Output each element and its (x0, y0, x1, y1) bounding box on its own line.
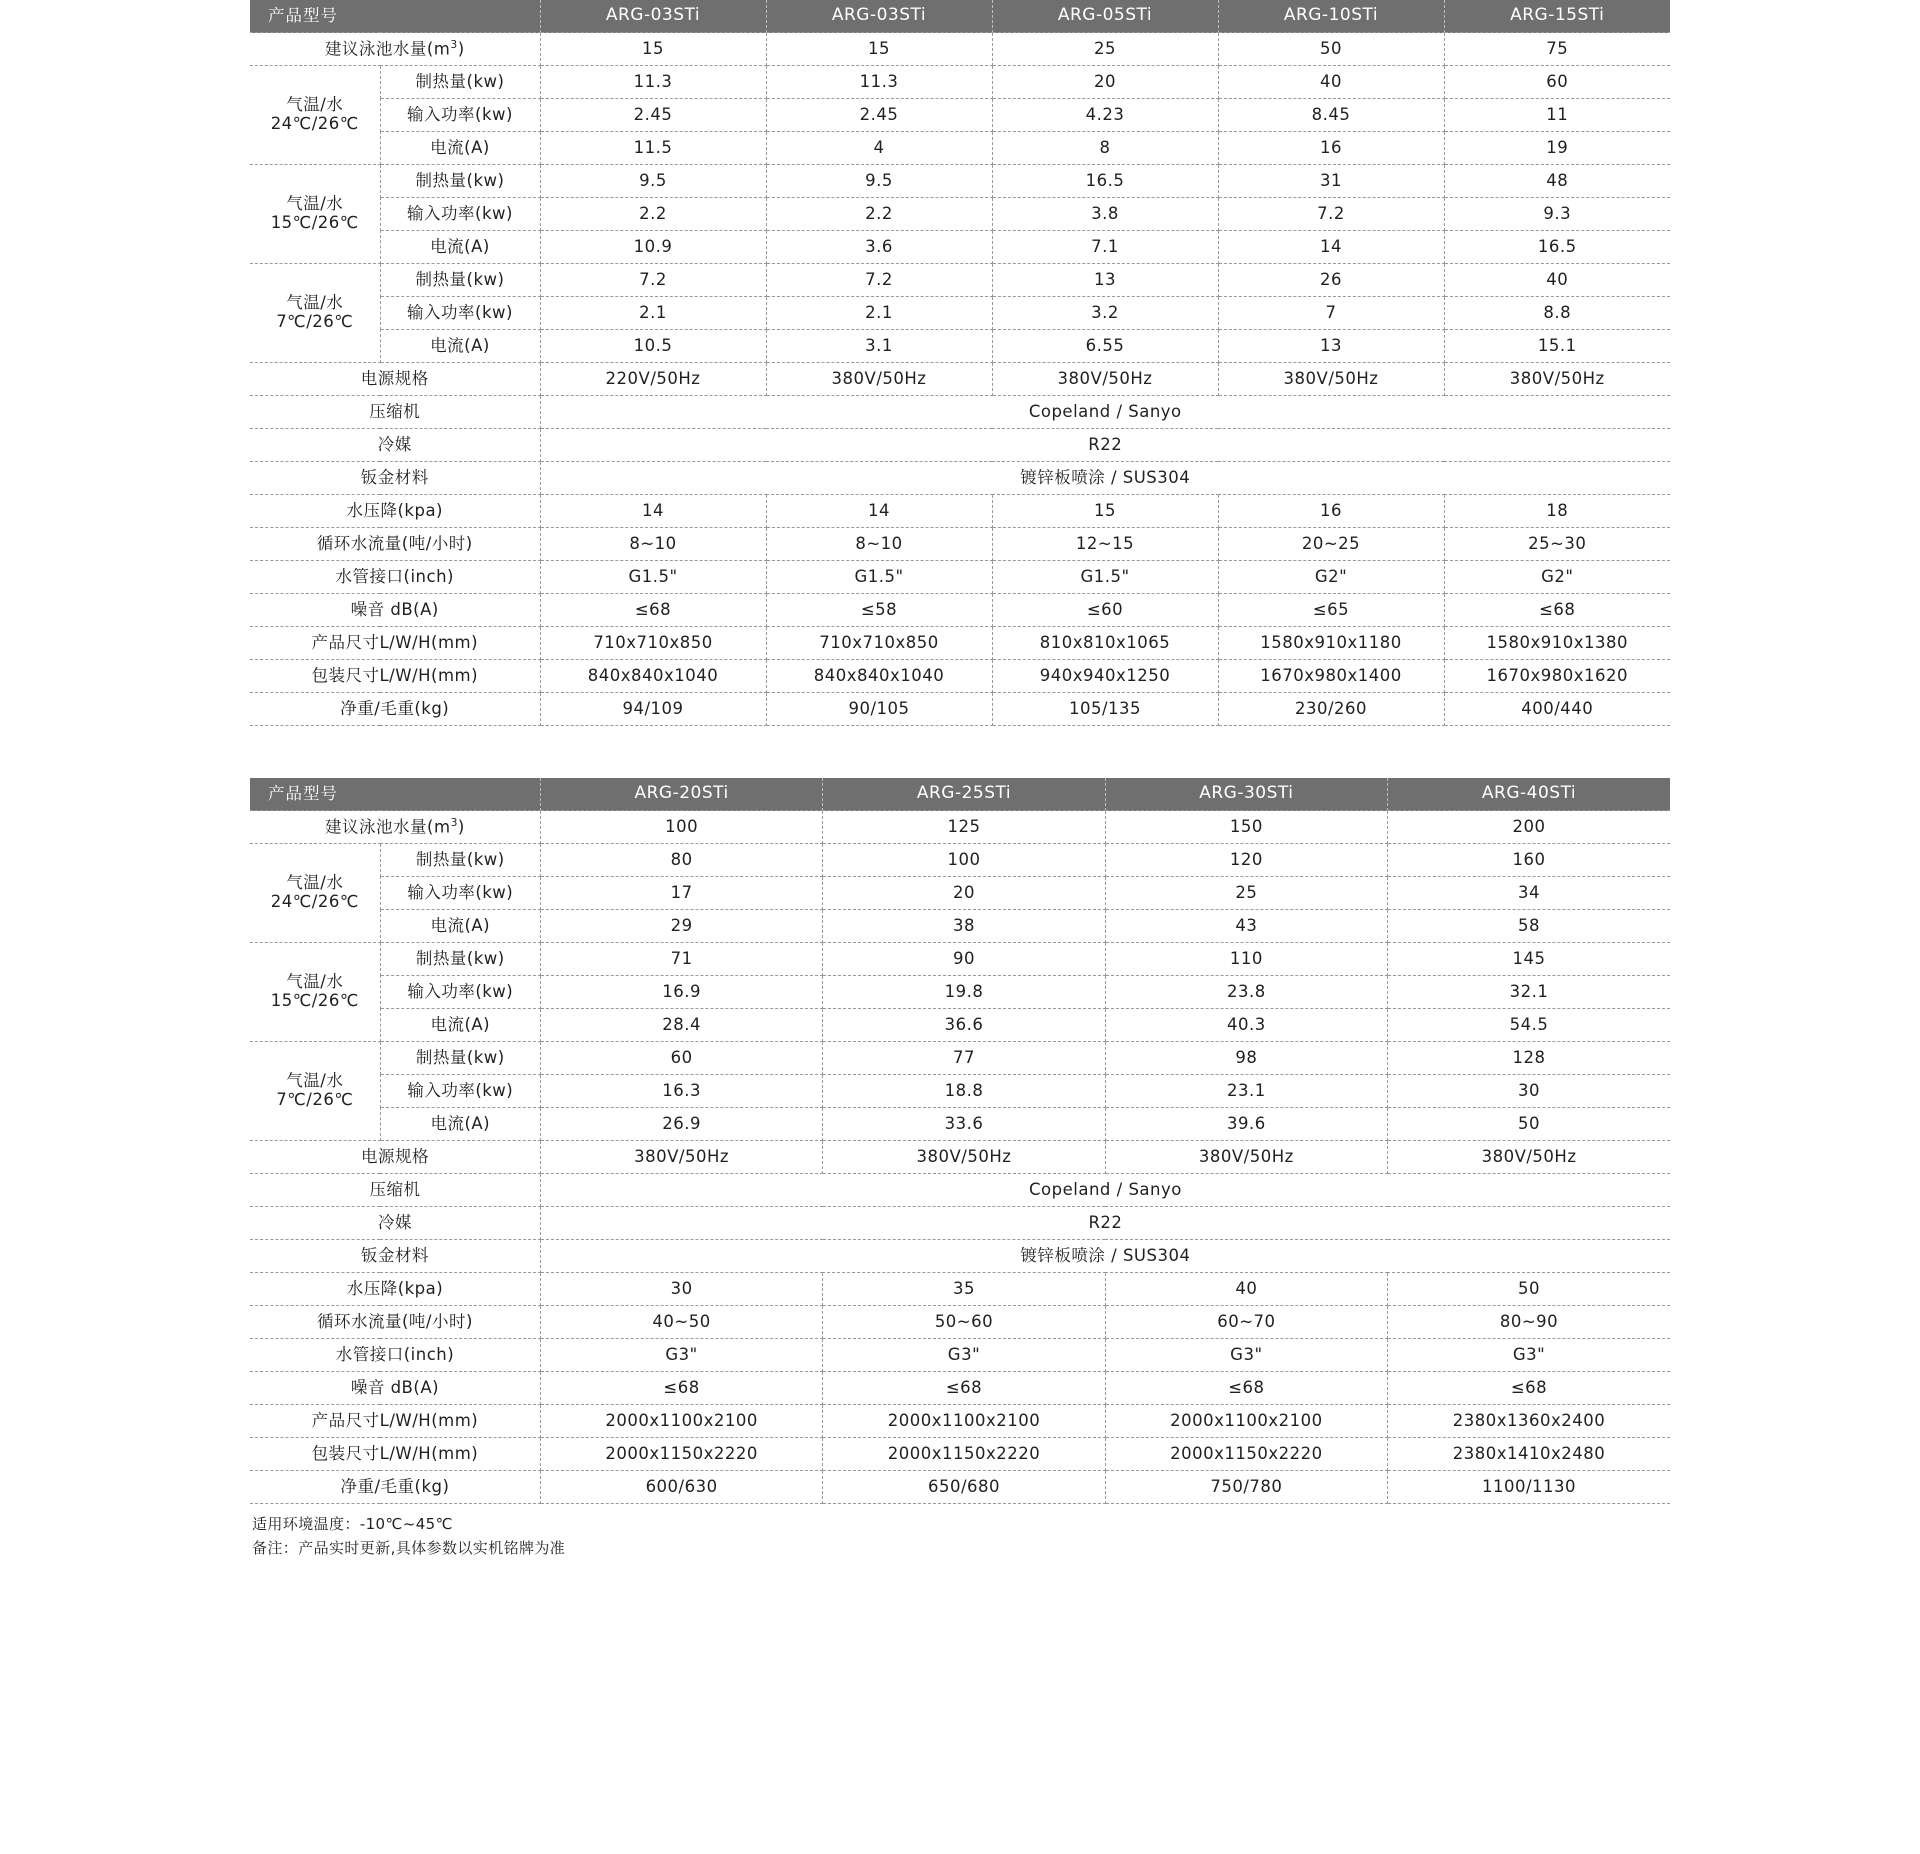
row-label: 水管接口(inch) (250, 561, 540, 594)
row-value: 4.23 (992, 99, 1218, 132)
row-value-merged: R22 (540, 429, 1670, 462)
row-sub-label: 输入功率(kw) (380, 976, 540, 1009)
row-value: 25 (992, 33, 1218, 66)
row-value: 810x810x1065 (992, 627, 1218, 660)
row-value: 11.3 (540, 66, 766, 99)
row-value: 71 (540, 943, 822, 976)
row-value: 50~60 (823, 1306, 1105, 1339)
row-value: 940x940x1250 (992, 660, 1218, 693)
row-value: 40 (1218, 66, 1444, 99)
row-value: 2.45 (766, 99, 992, 132)
table-row (250, 1471, 1670, 1504)
row-value: 94/109 (540, 693, 766, 726)
table-row (250, 396, 1670, 429)
row-value: 16 (1218, 132, 1444, 165)
row-sub-label: 制热量(kw) (380, 844, 540, 877)
row-sub-label: 输入功率(kw) (380, 1075, 540, 1108)
row-group-label: 气温/水 15℃/26℃ (250, 165, 380, 264)
row-value: 1580x910x1380 (1444, 627, 1670, 660)
row-label: 水压降(kpa) (250, 495, 540, 528)
row-value: 2000x1100x2100 (1105, 1405, 1387, 1438)
row-label: 电源规格 (250, 363, 540, 396)
spec-table-1-wrap (250, 0, 1670, 726)
table-row (250, 910, 1670, 943)
row-value: 2.2 (540, 198, 766, 231)
row-value: 26 (1218, 264, 1444, 297)
table-row (250, 198, 1670, 231)
row-label: 压缩机 (250, 396, 540, 429)
spec-table-2-wrap (250, 778, 1670, 1504)
row-value: 35 (823, 1273, 1105, 1306)
row-group-label: 气温/水 24℃/26℃ (250, 844, 380, 943)
row-value: 2.45 (540, 99, 766, 132)
row-value: 13 (1218, 330, 1444, 363)
header-label: 产品型号 (250, 778, 540, 811)
row-label: 循环水流量(吨/小时) (250, 1306, 540, 1339)
row-label: 产品尺寸L/W/H(mm) (250, 627, 540, 660)
row-value: 15 (540, 33, 766, 66)
table-row (250, 429, 1670, 462)
row-value: 1670x980x1620 (1444, 660, 1670, 693)
row-value: 50 (1388, 1108, 1670, 1141)
footnotes (250, 1512, 1672, 1560)
row-value: 28.4 (540, 1009, 822, 1042)
table-row (250, 66, 1670, 99)
row-value: ≤68 (823, 1372, 1105, 1405)
row-value: 380V/50Hz (1105, 1141, 1387, 1174)
row-sub-label: 电流(A) (380, 1009, 540, 1042)
row-value: 200 (1388, 811, 1670, 844)
row-value: 750/780 (1105, 1471, 1387, 1504)
row-sub-label: 制热量(kw) (380, 943, 540, 976)
row-value: 15.1 (1444, 330, 1670, 363)
row-value: 2000x1100x2100 (540, 1405, 822, 1438)
table-row (250, 33, 1670, 66)
table-row (250, 693, 1670, 726)
row-value-merged: Copeland / Sanyo (540, 396, 1670, 429)
row-value: 105/135 (992, 693, 1218, 726)
row-value: 80~90 (1388, 1306, 1670, 1339)
table-row (250, 132, 1670, 165)
row-value-merged: R22 (540, 1207, 1670, 1240)
row-value: 7 (1218, 297, 1444, 330)
row-value: 8.8 (1444, 297, 1670, 330)
row-value: 30 (540, 1273, 822, 1306)
table-row (250, 99, 1670, 132)
row-value: ≤68 (540, 1372, 822, 1405)
row-value: G3" (1105, 1339, 1387, 1372)
row-label: 水管接口(inch) (250, 1339, 540, 1372)
header-model-5: ARG-15STi (1444, 0, 1670, 33)
row-label: 钣金材料 (250, 462, 540, 495)
table-row (250, 528, 1670, 561)
row-value: 39.6 (1105, 1108, 1387, 1141)
table-row (250, 1009, 1670, 1042)
table-row (250, 1273, 1670, 1306)
row-value: 7.2 (1218, 198, 1444, 231)
row-value: 6.55 (992, 330, 1218, 363)
table-row (250, 811, 1670, 844)
row-value: 32.1 (1388, 976, 1670, 1009)
row-value: 3.8 (992, 198, 1218, 231)
row-value: 380V/50Hz (992, 363, 1218, 396)
table-row (250, 976, 1670, 1009)
table-row (250, 165, 1670, 198)
row-value: 7.1 (992, 231, 1218, 264)
row-value: 380V/50Hz (1444, 363, 1670, 396)
row-label: 噪音 dB(A) (250, 594, 540, 627)
table-row (250, 1042, 1670, 1075)
row-value: 8.45 (1218, 99, 1444, 132)
row-value: 26.9 (540, 1108, 822, 1141)
footnote-line-2: 备注：产品实时更新,具体参数以实机铭牌为准 (252, 1539, 566, 1557)
table-row (250, 1141, 1670, 1174)
row-value: 380V/50Hz (823, 1141, 1105, 1174)
row-value: ≤65 (1218, 594, 1444, 627)
row-value: 43 (1105, 910, 1387, 943)
table-header-row (250, 778, 1670, 811)
row-value: G2" (1218, 561, 1444, 594)
header-label: 产品型号 (250, 0, 540, 33)
row-value: 840x840x1040 (766, 660, 992, 693)
row-label: 冷媒 (250, 1207, 540, 1240)
row-value: 110 (1105, 943, 1387, 976)
table-row (250, 462, 1670, 495)
row-value: 80 (540, 844, 822, 877)
row-value: ≤68 (1388, 1372, 1670, 1405)
header-model-3: ARG-30STi (1105, 778, 1387, 811)
table-row (250, 1075, 1670, 1108)
row-value: 23.1 (1105, 1075, 1387, 1108)
row-value: G3" (1388, 1339, 1670, 1372)
row-value: 98 (1105, 1042, 1387, 1075)
header-model-1: ARG-03STi (540, 0, 766, 33)
row-sub-label: 制热量(kw) (380, 165, 540, 198)
row-value: 15 (766, 33, 992, 66)
row-value: 600/630 (540, 1471, 822, 1504)
row-value-merged: 镀锌板喷涂 / SUS304 (540, 1240, 1670, 1273)
table-row (250, 1108, 1670, 1141)
table-row (250, 943, 1670, 976)
table-row (250, 330, 1670, 363)
row-value: 230/260 (1218, 693, 1444, 726)
row-label: 建议泳池水量$(m^3)$ (250, 811, 540, 844)
row-value: 380V/50Hz (1388, 1141, 1670, 1174)
row-value: 19.8 (823, 976, 1105, 1009)
row-value: 19 (1444, 132, 1670, 165)
row-value: 60~70 (1105, 1306, 1387, 1339)
row-value: 11 (1444, 99, 1670, 132)
row-value: 2000x1150x2220 (540, 1438, 822, 1471)
row-sub-label: 输入功率(kw) (380, 198, 540, 231)
row-value: 1670x980x1400 (1218, 660, 1444, 693)
table-row (250, 1438, 1670, 1471)
row-label: 钣金材料 (250, 1240, 540, 1273)
row-value: 29 (540, 910, 822, 943)
header-model-4: ARG-10STi (1218, 0, 1444, 33)
table-row (250, 877, 1670, 910)
row-value: 14 (1218, 231, 1444, 264)
row-value: 220V/50Hz (540, 363, 766, 396)
table-row (250, 561, 1670, 594)
row-value: 2.2 (766, 198, 992, 231)
table-row (250, 231, 1670, 264)
row-value: 33.6 (823, 1108, 1105, 1141)
row-value: 60 (1444, 66, 1670, 99)
row-value: 40 (1105, 1273, 1387, 1306)
row-value: 9.5 (766, 165, 992, 198)
row-value: 25~30 (1444, 528, 1670, 561)
row-value: 60 (540, 1042, 822, 1075)
table-row (250, 297, 1670, 330)
row-value: 125 (823, 811, 1105, 844)
row-value: 16.9 (540, 976, 822, 1009)
row-value: 9.3 (1444, 198, 1670, 231)
row-value: 25 (1105, 877, 1387, 910)
row-value: 30 (1388, 1075, 1670, 1108)
row-value: 128 (1388, 1042, 1670, 1075)
row-value: 18 (1444, 495, 1670, 528)
row-sub-label: 电流(A) (380, 231, 540, 264)
row-label: 净重/毛重(kg) (250, 1471, 540, 1504)
row-value: 10.5 (540, 330, 766, 363)
row-value: 16.3 (540, 1075, 822, 1108)
row-value: 160 (1388, 844, 1670, 877)
row-value: 380V/50Hz (1218, 363, 1444, 396)
row-value: 16 (1218, 495, 1444, 528)
row-value: 14 (540, 495, 766, 528)
row-sub-label: 电流(A) (380, 1108, 540, 1141)
header-model-2: ARG-03STi (766, 0, 992, 33)
row-value-merged: 镀锌板喷涂 / SUS304 (540, 462, 1670, 495)
row-group-label: 气温/水 7℃/26℃ (250, 264, 380, 363)
row-label: 净重/毛重(kg) (250, 693, 540, 726)
row-sub-label: 输入功率(kw) (380, 297, 540, 330)
row-value: 36.6 (823, 1009, 1105, 1042)
row-value: 2000x1150x2220 (823, 1438, 1105, 1471)
row-value: 3.1 (766, 330, 992, 363)
row-value: 2380x1410x2480 (1388, 1438, 1670, 1471)
row-value: 11.3 (766, 66, 992, 99)
row-sub-label: 电流(A) (380, 910, 540, 943)
row-label: 产品尺寸L/W/H(mm) (250, 1405, 540, 1438)
row-value: 650/680 (823, 1471, 1105, 1504)
footnote-line-1: 适用环境温度：-10℃~45℃ (252, 1515, 453, 1533)
row-value: G3" (540, 1339, 822, 1372)
row-value: 7.2 (540, 264, 766, 297)
row-value: 50 (1388, 1273, 1670, 1306)
row-value: 2000x1150x2220 (1105, 1438, 1387, 1471)
row-label: 冷媒 (250, 429, 540, 462)
row-value: 20 (823, 877, 1105, 910)
header-model-3: ARG-05STi (992, 0, 1218, 33)
table-header-row (250, 0, 1670, 33)
table-row (250, 363, 1670, 396)
row-value: ≤68 (1444, 594, 1670, 627)
row-sub-label: 电流(A) (380, 330, 540, 363)
header-model-4: ARG-40STi (1388, 778, 1670, 811)
row-value: 10.9 (540, 231, 766, 264)
row-value: 3.2 (992, 297, 1218, 330)
row-label: 水压降(kpa) (250, 1273, 540, 1306)
row-group-label: 气温/水 7℃/26℃ (250, 1042, 380, 1141)
row-value: 31 (1218, 165, 1444, 198)
row-sub-label: 制热量(kw) (380, 1042, 540, 1075)
row-value: 40~50 (540, 1306, 822, 1339)
row-value: 710x710x850 (540, 627, 766, 660)
row-value: G1.5" (992, 561, 1218, 594)
row-label: 包装尺寸L/W/H(mm) (250, 660, 540, 693)
row-value: 17 (540, 877, 822, 910)
table-row (250, 1372, 1670, 1405)
spec-table-2 (250, 778, 1670, 1504)
row-value: 48 (1444, 165, 1670, 198)
row-sub-label: 制热量(kw) (380, 66, 540, 99)
table-row (250, 1306, 1670, 1339)
row-group-label: 气温/水 15℃/26℃ (250, 943, 380, 1042)
row-value: 90 (823, 943, 1105, 976)
row-value: 145 (1388, 943, 1670, 976)
row-value: ≤68 (540, 594, 766, 627)
row-sub-label: 输入功率(kw) (380, 877, 540, 910)
row-value: 75 (1444, 33, 1670, 66)
table-row (250, 264, 1670, 297)
row-value: 2.1 (540, 297, 766, 330)
row-value: 8 (992, 132, 1218, 165)
row-value: 20 (992, 66, 1218, 99)
row-value: ≤68 (1105, 1372, 1387, 1405)
table-row (250, 495, 1670, 528)
spec-table-1 (250, 0, 1670, 726)
row-value: 54.5 (1388, 1009, 1670, 1042)
table-row (250, 627, 1670, 660)
row-value: ≤58 (766, 594, 992, 627)
row-value: G2" (1444, 561, 1670, 594)
row-value: 2.1 (766, 297, 992, 330)
row-value: 4 (766, 132, 992, 165)
row-value: 15 (992, 495, 1218, 528)
row-value: G1.5" (766, 561, 992, 594)
row-value: 8~10 (766, 528, 992, 561)
row-value: 40.3 (1105, 1009, 1387, 1042)
row-value: 50 (1218, 33, 1444, 66)
row-value: 840x840x1040 (540, 660, 766, 693)
row-label: 压缩机 (250, 1174, 540, 1207)
row-value: 1100/1130 (1388, 1471, 1670, 1504)
row-value: 13 (992, 264, 1218, 297)
table-row (250, 1174, 1670, 1207)
row-sub-label: 输入功率(kw) (380, 99, 540, 132)
row-value: 12~15 (992, 528, 1218, 561)
table-row (250, 844, 1670, 877)
row-value: 18.8 (823, 1075, 1105, 1108)
row-value: G3" (823, 1339, 1105, 1372)
row-value: 9.5 (540, 165, 766, 198)
row-value: 380V/50Hz (540, 1141, 822, 1174)
table-row (250, 1405, 1670, 1438)
row-label: 循环水流量(吨/小时) (250, 528, 540, 561)
table-row (250, 1240, 1670, 1273)
row-value: 150 (1105, 811, 1387, 844)
table-row (250, 1339, 1670, 1372)
table-row (250, 660, 1670, 693)
header-model-1: ARG-20STi (540, 778, 822, 811)
row-value: 38 (823, 910, 1105, 943)
row-value: 16.5 (1444, 231, 1670, 264)
row-value: 40 (1444, 264, 1670, 297)
row-value: 58 (1388, 910, 1670, 943)
row-value: 710x710x850 (766, 627, 992, 660)
row-label: 噪音 dB(A) (250, 1372, 540, 1405)
row-sub-label: 电流(A) (380, 132, 540, 165)
row-value: 100 (823, 844, 1105, 877)
row-value: 90/105 (766, 693, 992, 726)
row-value: 380V/50Hz (766, 363, 992, 396)
header-model-2: ARG-25STi (823, 778, 1105, 811)
row-value: 11.5 (540, 132, 766, 165)
row-label: 电源规格 (250, 1141, 540, 1174)
row-value: 2380x1360x2400 (1388, 1405, 1670, 1438)
row-value: 16.5 (992, 165, 1218, 198)
row-value: 8~10 (540, 528, 766, 561)
row-value: 2000x1100x2100 (823, 1405, 1105, 1438)
row-label: 包装尺寸L/W/H(mm) (250, 1438, 540, 1471)
row-value: 77 (823, 1042, 1105, 1075)
row-value: 1580x910x1180 (1218, 627, 1444, 660)
row-value: 23.8 (1105, 976, 1387, 1009)
row-value: G1.5" (540, 561, 766, 594)
row-value: 14 (766, 495, 992, 528)
row-label: 建议泳池水量$(m^3)$ (250, 33, 540, 66)
table-row (250, 1207, 1670, 1240)
row-value: 400/440 (1444, 693, 1670, 726)
row-value: 3.6 (766, 231, 992, 264)
row-value: 20~25 (1218, 528, 1444, 561)
row-value: ≤60 (992, 594, 1218, 627)
row-sub-label: 制热量(kw) (380, 264, 540, 297)
row-group-label: 气温/水 24℃/26℃ (250, 66, 380, 165)
row-value: 34 (1388, 877, 1670, 910)
row-value: 120 (1105, 844, 1387, 877)
row-value-merged: Copeland / Sanyo (540, 1174, 1670, 1207)
table-row (250, 594, 1670, 627)
row-value: 100 (540, 811, 822, 844)
row-value: 7.2 (766, 264, 992, 297)
